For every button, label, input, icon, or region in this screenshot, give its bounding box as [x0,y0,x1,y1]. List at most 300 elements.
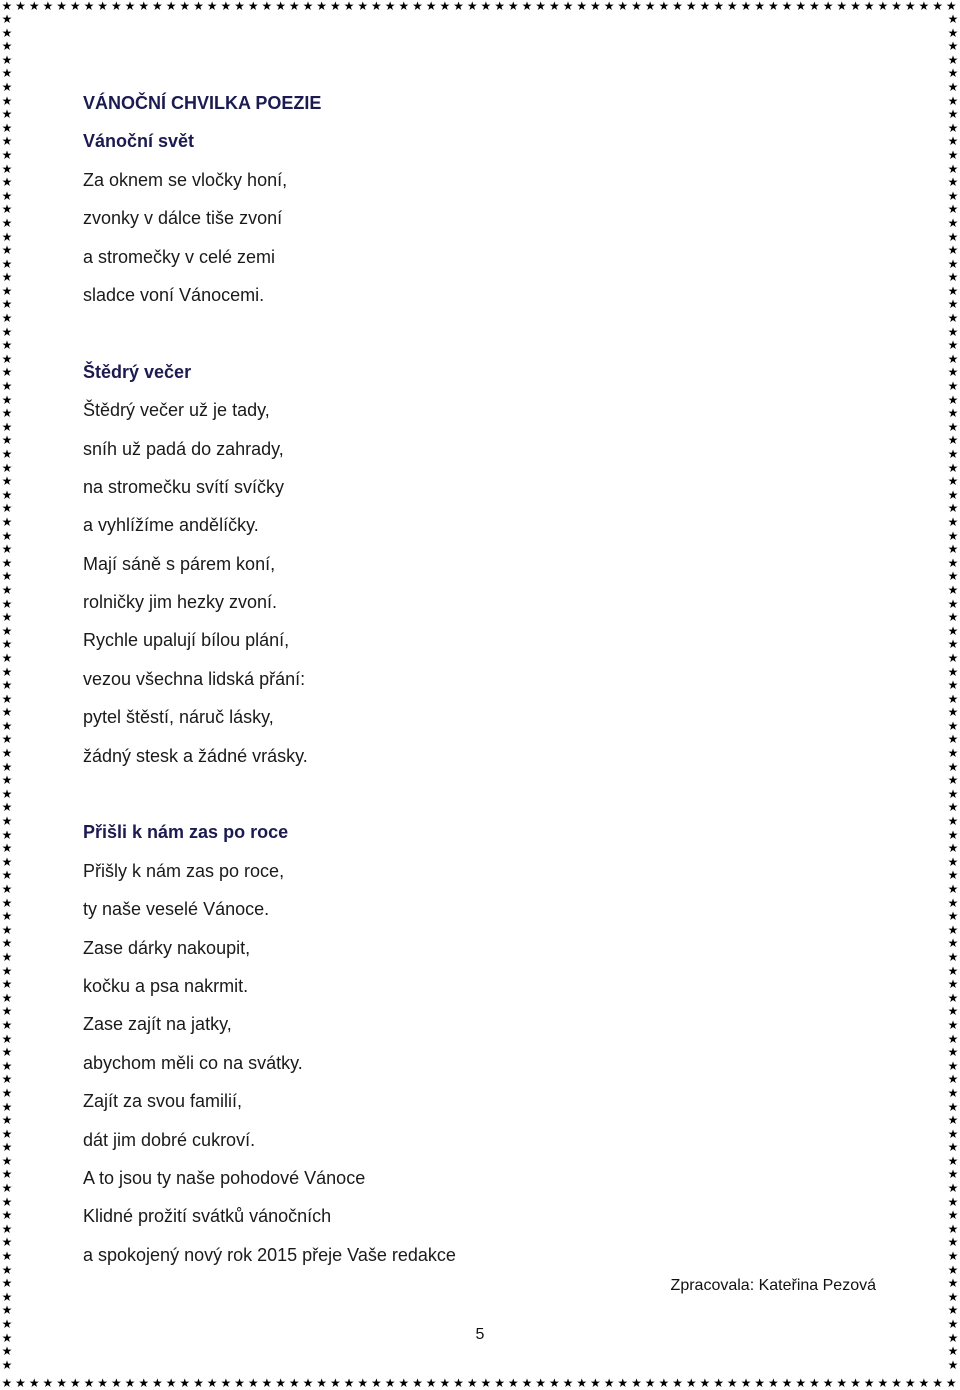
stanza-gap [83,775,883,813]
star-icon: ★ [947,1017,959,1032]
poem-line: Mají sáně s párem koní, [83,553,276,574]
star-icon: ★ [947,447,959,461]
star-icon: ★ [1,175,13,190]
star-icon: ★ [343,0,355,13]
star-icon: ★ [1,814,13,829]
star-icon: ★ [947,13,959,26]
star-icon: ★ [947,1181,959,1196]
star-icon: ★ [1,664,13,679]
star-icon: ★ [1,555,13,570]
star-icon: ★ [947,1004,959,1019]
star-icon: ★ [1,202,13,217]
star-icon: ★ [193,1377,204,1390]
star-icon: ★ [453,0,464,13]
star-icon: ★ [1,297,13,312]
star-icon: ★ [781,0,793,13]
poem-line: Zase zajít na jatky, [83,1014,232,1035]
poem-line: pytel štěstí, náruč lásky, [83,707,274,728]
star-icon: ★ [945,1377,957,1390]
star-icon: ★ [1,406,13,421]
poem-line: ty naše veselé Vánoce. [83,899,270,920]
star-icon: ★ [1,827,13,842]
star-icon: ★ [947,528,959,543]
star-icon: ★ [1,93,13,108]
star-icon: ★ [1,379,13,394]
star-icon: ★ [1,256,13,271]
star-icon: ★ [535,1377,547,1390]
star-icon: ★ [1,460,13,475]
star-icon: ★ [947,161,959,176]
star-icon: ★ [56,1377,67,1390]
star-icon: ★ [947,949,959,964]
poem-title: Přišli k nám zas po roce [83,822,289,843]
page-title: VÁNOČNÍ CHVILKA POEZIE [83,93,322,113]
star-icon: ★ [947,1289,959,1304]
star-icon: ★ [1,324,13,339]
star-icon: ★ [1,1113,13,1128]
star-icon: ★ [1,215,13,230]
poem-line: Rychle upalují bílou plání, [83,630,290,651]
star-icon: ★ [1,1289,13,1304]
star-icon: ★ [28,1377,40,1390]
star-icon: ★ [1,188,13,203]
star-icon: ★ [548,0,560,13]
star-icon: ★ [1,1126,13,1141]
star-icon: ★ [1,487,13,502]
star-icon: ★ [1,392,13,407]
star-icon: ★ [947,909,959,924]
star-icon: ★ [1,732,13,747]
star-icon: ★ [1,1194,13,1209]
star-icon: ★ [1,1317,13,1331]
star-icon: ★ [1,610,13,625]
star-icon: ★ [947,1113,959,1128]
star-icon: ★ [1,963,13,978]
star-icon: ★ [685,0,697,13]
star-icon: ★ [947,732,959,747]
star-icon: ★ [947,610,959,625]
star-icon: ★ [1,514,13,529]
star-icon: ★ [42,0,54,13]
star-icon: ★ [69,0,81,13]
star-icon: ★ [947,460,959,475]
star-icon: ★ [904,0,916,13]
poem-line: na stromečku svítí svíčky [83,476,285,497]
star-icon: ★ [576,1377,588,1390]
poem-line: Štědrý večer už je tady, [83,400,270,421]
star-icon: ★ [220,0,232,13]
poem-line: sladce voní Vánocemi. [83,284,265,305]
star-icon: ★ [947,1235,959,1250]
star-icon: ★ [1,1303,13,1318]
star-icon: ★ [1,718,13,733]
star-icon: ★ [809,1377,820,1390]
star-icon: ★ [1,1167,13,1182]
star-icon: ★ [110,1377,122,1390]
star-icon: ★ [617,0,629,13]
star-icon: ★ [947,936,959,951]
star-icon: ★ [947,107,959,122]
star-icon: ★ [947,990,959,1005]
star-icon: ★ [206,1377,218,1390]
star-icon: ★ [947,406,959,421]
star-icon: ★ [521,0,533,13]
star-icon: ★ [947,338,959,353]
star-icon: ★ [1,882,13,896]
star-icon: ★ [179,0,191,13]
star-icon: ★ [947,297,959,312]
star-icon: ★ [288,0,300,13]
star-icon: ★ [97,0,109,13]
star-icon: ★ [1,474,13,489]
star-icon: ★ [466,1377,478,1390]
star-icon: ★ [947,718,959,733]
star-icon: ★ [1,1357,13,1372]
star-icon: ★ [947,882,959,896]
star-icon: ★ [302,0,314,13]
star-icon: ★ [1,800,13,815]
star-icon: ★ [947,977,959,992]
star-icon: ★ [947,705,959,720]
star-icon: ★ [1,311,13,326]
star-icon: ★ [947,202,959,217]
star-icon: ★ [1,66,13,81]
star-icon: ★ [138,1377,150,1390]
star-icon: ★ [947,650,959,665]
star-icon: ★ [822,1377,834,1390]
star-icon: ★ [947,1031,959,1046]
star-icon: ★ [822,0,834,13]
star-icon: ★ [947,351,959,366]
star-icon: ★ [850,0,861,13]
star-icon: ★ [947,582,959,597]
star-icon: ★ [947,542,959,557]
star-icon: ★ [288,1377,300,1390]
star-icon: ★ [932,0,943,13]
star-icon: ★ [562,0,574,13]
poem-title: Vánoční svět [83,131,195,152]
star-icon: ★ [42,1377,54,1390]
star-icon: ★ [562,1377,574,1390]
star-icon: ★ [740,1377,752,1390]
star-border-left [0,13,14,1377]
star-icon: ★ [947,120,959,135]
star-border-bottom [0,1377,960,1390]
star-icon: ★ [83,1377,95,1390]
star-icon: ★ [947,1153,959,1168]
star-icon: ★ [947,256,959,271]
star-icon: ★ [947,854,959,869]
star-icon: ★ [83,0,95,13]
star-icon: ★ [439,0,451,13]
star-icon: ★ [726,0,738,13]
star-icon: ★ [1,909,13,924]
star-icon: ★ [947,324,959,339]
star-icon: ★ [947,1072,959,1087]
star-icon: ★ [384,1377,396,1390]
star-icon: ★ [947,270,959,285]
star-icon: ★ [1,283,13,298]
star-icon: ★ [947,25,959,40]
star-icon: ★ [1,433,13,448]
star-icon: ★ [672,1377,683,1390]
star-icon: ★ [329,1377,341,1390]
star-icon: ★ [1,25,13,40]
star-icon: ★ [1,841,13,856]
star-icon: ★ [1,120,13,135]
star-icon: ★ [1,107,13,122]
star-icon: ★ [507,0,519,13]
star-icon: ★ [947,555,959,570]
author-credit: Zpracovala: Kateřina Pezová [670,1277,876,1294]
star-icon: ★ [947,1140,959,1155]
star-icon: ★ [1,542,13,557]
star-icon: ★ [425,1377,437,1390]
star-icon: ★ [891,0,902,13]
star-icon: ★ [947,786,959,801]
star-icon: ★ [590,1377,601,1390]
star-icon: ★ [234,0,245,13]
page-number: 5 [475,1326,485,1343]
star-icon: ★ [767,0,779,13]
star-icon: ★ [316,1377,328,1390]
star-icon: ★ [947,1167,959,1182]
star-icon: ★ [124,1377,136,1390]
star-icon: ★ [947,691,959,706]
star-icon: ★ [1,623,13,638]
star-icon: ★ [1,678,13,693]
star-icon: ★ [357,1377,369,1390]
poem-line: rolničky jim hezky zvoní. [83,592,278,613]
poem-line: zvonky v dálce tiše zvoní [83,208,283,229]
star-icon: ★ [1,936,13,951]
star-icon: ★ [1,147,13,162]
star-icon: ★ [947,596,959,611]
star-icon: ★ [947,759,959,774]
star-icon: ★ [863,1377,875,1390]
star-icon: ★ [850,1377,861,1390]
star-icon: ★ [1,569,13,584]
star-icon: ★ [1,1377,13,1390]
star-icon: ★ [836,1377,848,1390]
poem-line: Klidné prožití svátků vánočních [83,1206,332,1227]
star-icon: ★ [947,311,959,326]
star-icon: ★ [1,895,13,910]
star-icon: ★ [947,827,959,842]
star-icon: ★ [69,1377,81,1390]
star-icon: ★ [947,188,959,203]
star-icon: ★ [261,0,273,13]
poem-line: dát jim dobré cukroví. [83,1129,256,1150]
star-icon: ★ [1,1004,13,1019]
star-icon: ★ [138,0,150,13]
star-icon: ★ [439,1377,451,1390]
star-icon: ★ [1,365,13,380]
star-icon: ★ [1,773,13,788]
star-icon: ★ [15,1377,26,1390]
star-icon: ★ [576,0,588,13]
star-icon: ★ [945,0,957,13]
star-icon: ★ [1,1235,13,1250]
star-icon: ★ [1,868,13,883]
star-icon: ★ [947,392,959,407]
star-icon: ★ [947,175,959,190]
poem-line: abychom měli co na svátky. [83,1052,303,1073]
star-icon: ★ [371,0,382,13]
star-icon: ★ [412,0,423,13]
star-icon: ★ [398,0,410,13]
stanza-gap [83,314,883,352]
star-icon: ★ [947,134,959,149]
star-icon: ★ [947,1249,959,1264]
star-icon: ★ [603,0,615,13]
star-icon: ★ [97,1377,109,1390]
star-icon: ★ [947,1303,959,1318]
poem-line: A to jsou ty naše pohodové Vánoce [83,1167,366,1188]
star-icon: ★ [947,1317,959,1331]
star-icon: ★ [1,501,13,516]
star-icon: ★ [947,1276,959,1291]
star-icon: ★ [795,0,807,13]
star-icon: ★ [1,1344,13,1359]
star-icon: ★ [947,93,959,108]
star-icon: ★ [781,1377,793,1390]
star-icon: ★ [1,705,13,720]
star-icon: ★ [754,1377,766,1390]
star-icon: ★ [548,1377,560,1390]
star-icon: ★ [480,0,492,13]
star-icon: ★ [398,1377,410,1390]
star-icon: ★ [494,1377,505,1390]
star-icon: ★ [947,1221,959,1236]
poem-page-content [83,84,883,1274]
star-icon: ★ [836,0,848,13]
star-icon: ★ [1,990,13,1005]
star-icon: ★ [658,1377,670,1390]
star-icon: ★ [371,1377,382,1390]
star-icon: ★ [947,1194,959,1209]
star-icon: ★ [1,134,13,149]
star-icon: ★ [617,1377,629,1390]
star-icon: ★ [947,800,959,815]
star-icon: ★ [1,243,13,258]
star-icon: ★ [947,1262,959,1277]
poem-line: a stromečky v celé zemi [83,246,276,267]
star-icon: ★ [152,1377,163,1390]
star-icon: ★ [206,0,218,13]
star-icon: ★ [947,433,959,448]
star-icon: ★ [947,569,959,584]
star-icon: ★ [1,447,13,461]
star-icon: ★ [1,854,13,869]
poem-line: Zajít za svou familií, [83,1091,243,1112]
star-icon: ★ [275,1377,286,1390]
star-icon: ★ [425,0,437,13]
star-icon: ★ [1,1085,13,1100]
star-icon: ★ [713,0,724,13]
star-icon: ★ [302,1377,314,1390]
star-icon: ★ [947,243,959,258]
star-icon: ★ [947,1357,959,1372]
star-icon: ★ [1,419,13,434]
star-icon: ★ [220,1377,232,1390]
star-icon: ★ [685,1377,697,1390]
star-icon: ★ [247,1377,259,1390]
star-icon: ★ [1,338,13,353]
star-icon: ★ [1,52,13,67]
star-icon: ★ [795,1377,807,1390]
star-icon: ★ [110,0,122,13]
star-icon: ★ [1,596,13,611]
star-icon: ★ [947,1045,959,1060]
star-icon: ★ [275,0,286,13]
star-icon: ★ [947,66,959,81]
star-icon: ★ [1,691,13,706]
star-icon: ★ [863,0,875,13]
poem-line: vezou všechna lidská přání: [83,668,306,689]
star-icon: ★ [1,1140,13,1155]
star-icon: ★ [1,1262,13,1277]
star-icon: ★ [947,487,959,502]
star-icon: ★ [1,1058,13,1073]
star-icon: ★ [28,0,40,13]
star-icon: ★ [947,773,959,788]
star-icon: ★ [947,637,959,652]
star-icon: ★ [726,1377,738,1390]
star-icon: ★ [947,365,959,380]
poem-line: Za oknem se vločky honí, [83,169,288,190]
star-icon: ★ [1,1330,13,1345]
star-icon: ★ [891,1377,902,1390]
star-icon: ★ [1,759,13,774]
poem-line: a vyhlížíme andělíčky. [83,515,259,536]
star-icon: ★ [947,678,959,693]
star-icon: ★ [947,379,959,394]
star-icon: ★ [947,1126,959,1141]
star-icon: ★ [1,1276,13,1291]
star-icon: ★ [1,582,13,597]
star-icon: ★ [1,229,13,244]
star-icon: ★ [1,1153,13,1168]
star-icon: ★ [699,0,711,13]
star-icon: ★ [1,1017,13,1032]
star-icon: ★ [357,0,369,13]
poem-title: Štědrý večer [83,361,192,382]
star-icon: ★ [453,1377,464,1390]
star-icon: ★ [947,895,959,910]
star-icon: ★ [767,1377,779,1390]
star-icon: ★ [947,841,959,856]
star-icon: ★ [644,1377,656,1390]
star-icon: ★ [1,1099,13,1114]
star-icon: ★ [947,1208,959,1223]
star-icon: ★ [590,0,601,13]
star-icon: ★ [1,39,13,54]
star-icon: ★ [658,0,670,13]
star-icon: ★ [947,1330,959,1345]
star-icon: ★ [1,949,13,964]
star-icon: ★ [1,13,13,26]
star-icon: ★ [56,0,67,13]
star-icon: ★ [947,229,959,244]
star-icon: ★ [1,1072,13,1087]
poem-line: Zase dárky nakoupit, [83,937,251,958]
star-icon: ★ [124,0,136,13]
star-icon: ★ [15,0,26,13]
star-icon: ★ [672,0,683,13]
star-icon: ★ [947,215,959,230]
star-icon: ★ [521,1377,533,1390]
